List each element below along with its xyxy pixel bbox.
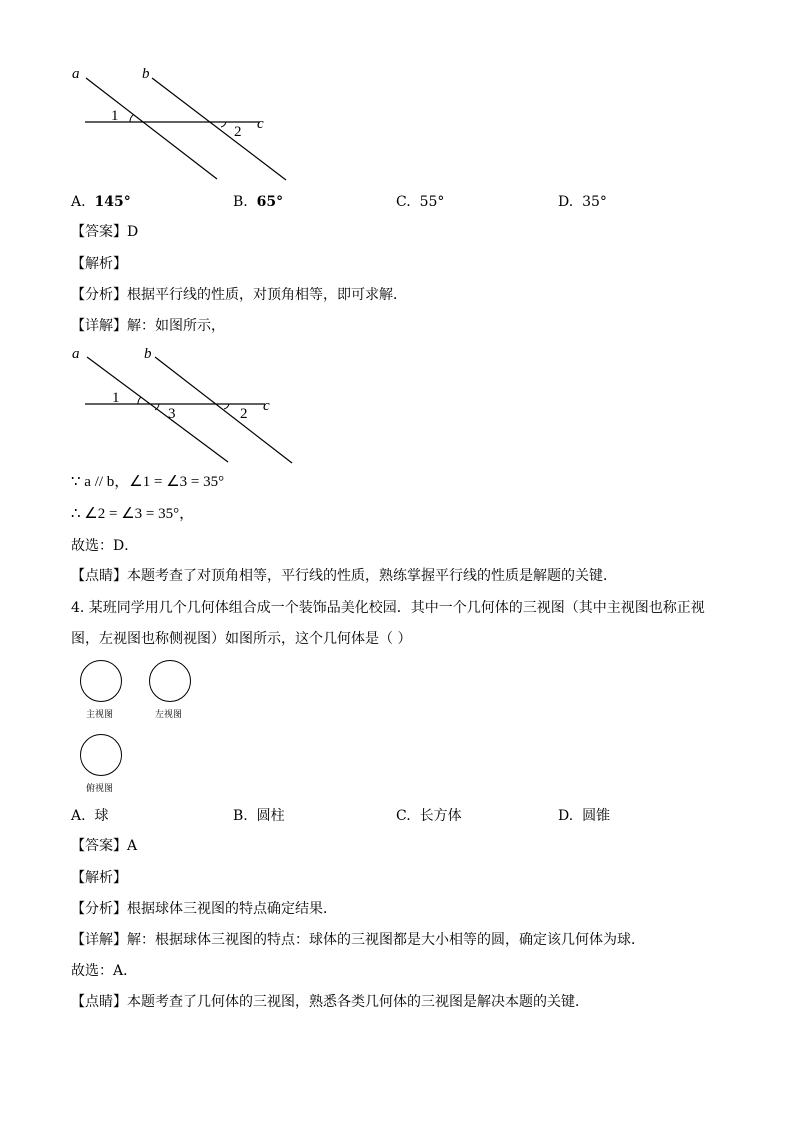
angle-2-arc — [221, 122, 226, 127]
angle-1-arc — [130, 115, 133, 122]
parallel-lines-figure-2 — [60, 340, 300, 468]
q3-option-b[interactable] — [233, 193, 283, 211]
angle-1-arc — [138, 397, 141, 404]
parallel-lines-figure-1 — [60, 60, 290, 185]
option-value: 65° — [256, 194, 284, 210]
q3-option-a[interactable] — [71, 193, 131, 211]
front-view-label: 主视图 — [86, 710, 114, 720]
option-letter: A. — [71, 808, 86, 824]
option-letter: D. — [558, 194, 574, 210]
q4-fenxi — [71, 900, 337, 918]
left-view-label: 左视图 — [155, 710, 183, 720]
top-view-circle — [80, 734, 122, 776]
detail-text: 解：如图所示， — [127, 318, 225, 334]
angle-3-label: 3 — [168, 406, 176, 422]
fenxi-tag: 【分析】 — [71, 287, 127, 303]
label-c: c — [257, 116, 264, 132]
option-value: 圆柱 — [256, 808, 285, 824]
label-a: a — [72, 346, 80, 362]
option-letter: C. — [396, 808, 411, 824]
line-a — [87, 357, 228, 462]
top-view-label: 俯视图 — [86, 784, 114, 794]
angle-1-label: 1 — [111, 108, 119, 124]
left-view-circle — [149, 660, 191, 702]
q3-option-c[interactable] — [396, 193, 444, 211]
option-value: 55° — [419, 194, 445, 210]
angle-1-label: 1 — [112, 390, 120, 406]
option-letter: B. — [233, 194, 248, 210]
q4-detail — [71, 931, 645, 949]
angle-2-label: 2 — [234, 124, 242, 140]
option-value: 35° — [582, 194, 607, 210]
option-letter: C. — [396, 194, 411, 210]
label-a: a — [72, 66, 80, 82]
comment-tag: 【点睛】 — [71, 568, 127, 584]
comment-text: 本题考查了几何体的三视图，熟悉各类几何体的三视图是解决本题的关键． — [127, 994, 589, 1010]
answer-tag: 【答案】 — [71, 224, 127, 240]
q4-option-d[interactable] — [558, 807, 610, 825]
option-letter: D. — [558, 808, 574, 824]
line-b — [155, 357, 292, 463]
detail-text: 解：根据球体三视图的特点：球体的三视图都是大小相等的圆，确定该几何体为球． — [127, 932, 645, 948]
detail-tag: 【详解】 — [71, 932, 127, 948]
option-letter: B. — [233, 808, 248, 824]
answer-tag: 【答案】 — [71, 838, 127, 854]
angle-3-arc — [155, 404, 159, 410]
q3-fenxi — [71, 286, 407, 304]
option-value: 球 — [94, 808, 109, 824]
q3-option-d[interactable] — [558, 193, 607, 211]
q3-reason-line: ∵ a // b，∠1 = ∠3 = 35° — [71, 474, 225, 490]
q4-stem-line-1: 4. 某班同学用几个几何体组合成一个装饰品美化校园．其中一个几何体的三视图（其中主视图也称正视 — [71, 600, 705, 616]
fenxi-text: 根据平行线的性质，对顶角相等，即可求解． — [127, 287, 407, 303]
q3-answer — [71, 223, 138, 241]
q4-option-a[interactable] — [71, 807, 108, 825]
comment-tag: 【点睛】 — [71, 994, 127, 1010]
q3-conclusion-line: ∴ ∠2 = ∠3 = 35°， — [71, 506, 195, 522]
detail-tag: 【详解】 — [71, 318, 127, 334]
option-letter: A. — [71, 194, 86, 210]
q4-answer — [71, 837, 137, 855]
q4-analysis-tag: 【解析】 — [71, 870, 127, 886]
q3-analysis-tag: 【解析】 — [71, 256, 127, 272]
answer-value: A — [127, 838, 138, 854]
label-b: b — [142, 66, 150, 82]
front-view-circle — [80, 660, 122, 702]
angle-2-label: 2 — [240, 406, 248, 422]
line-b — [152, 78, 286, 180]
comment-text: 本题考查了对顶角相等，平行线的性质，熟练掌握平行线的性质是解题的关键． — [127, 568, 617, 584]
option-value: 圆锥 — [582, 808, 611, 824]
fenxi-text: 根据球体三视图的特点确定结果． — [127, 901, 337, 917]
q4-choose: 故选：A． — [71, 963, 138, 979]
fenxi-tag: 【分析】 — [71, 901, 127, 917]
label-c: c — [263, 398, 270, 414]
angle-2-arc — [224, 404, 229, 409]
q3-comment — [71, 567, 617, 585]
q4-comment — [71, 993, 589, 1011]
answer-value: D — [127, 224, 139, 240]
option-value: 长方体 — [419, 808, 462, 824]
option-value: 145° — [94, 194, 131, 210]
q4-option-c[interactable] — [396, 807, 462, 825]
q3-detail — [71, 317, 225, 335]
q4-stem-line-2: 图，左视图也称侧视图）如图所示，这个几何体是（ ） — [71, 631, 412, 647]
q3-choose: 故选：D． — [71, 538, 139, 554]
line-a — [86, 78, 217, 179]
label-b: b — [144, 346, 152, 362]
q4-option-b[interactable] — [233, 807, 285, 825]
